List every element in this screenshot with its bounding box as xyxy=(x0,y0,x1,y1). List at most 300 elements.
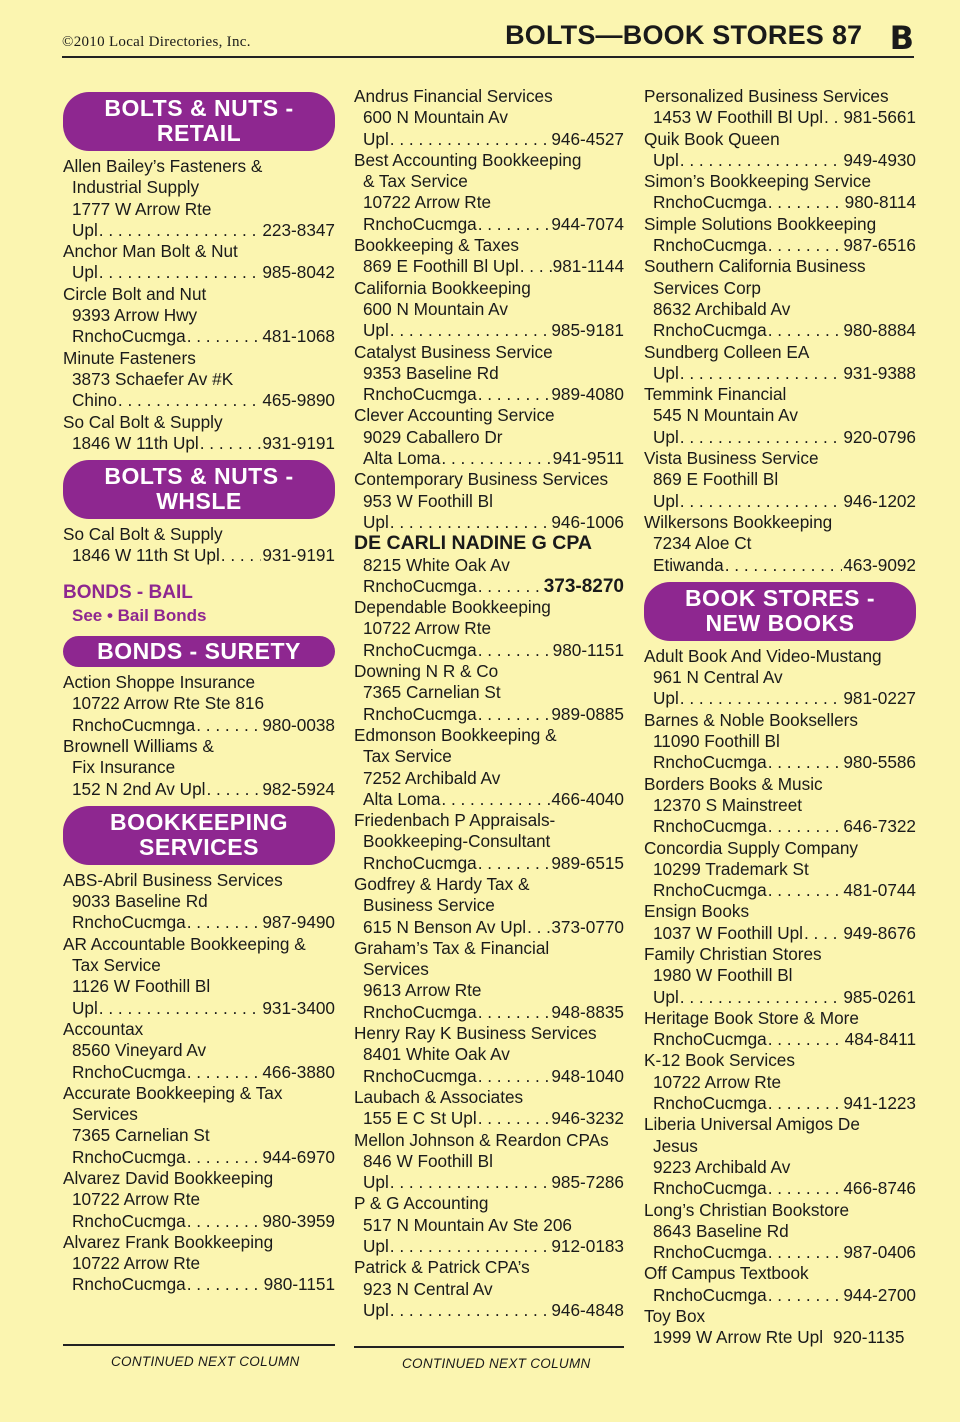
leader-dots xyxy=(478,704,551,725)
listing-entry xyxy=(354,278,624,342)
leader-dots xyxy=(768,816,843,837)
listing-name: ABS-Abril Business Services xyxy=(63,869,283,890)
listing-locality: Upl xyxy=(653,490,679,511)
listing-phone: 944-6970 xyxy=(262,1146,335,1167)
listing-entry xyxy=(354,86,624,150)
leader-dots xyxy=(768,320,843,341)
listing-phone: 944-7074 xyxy=(551,213,624,234)
listing-phone: 466-3880 xyxy=(262,1061,335,1082)
listing-phone-row xyxy=(644,688,916,709)
listing-phone-row xyxy=(63,912,335,933)
listing-name: Graham’s Tax & Financial xyxy=(354,937,550,958)
listing-address: 10722 Arrow Rte xyxy=(72,1253,201,1274)
leader-dots xyxy=(768,1093,843,1114)
listing-entry xyxy=(63,1083,335,1168)
listing-phone-row xyxy=(644,427,916,448)
leader-dots xyxy=(478,1066,551,1087)
listing-address: 11090 Foothill Bl xyxy=(653,731,780,752)
listing-phone: 946-4527 xyxy=(551,128,624,149)
listing-locality: RnchoCucmnga xyxy=(72,714,196,735)
listing-phone: 987-6516 xyxy=(843,235,916,256)
listing-address: Tax Service xyxy=(72,955,161,976)
listing-entry xyxy=(644,1008,916,1051)
listing-entry xyxy=(354,597,624,661)
leader-dots xyxy=(99,262,262,283)
listing-locality: RnchoCucmga xyxy=(653,1093,767,1114)
listing-locality: RnchoCucmga xyxy=(653,816,767,837)
listing-name: Downing N R & Co xyxy=(354,661,499,682)
listing-phone: 980-3959 xyxy=(262,1210,335,1231)
listing-phone: 465-9890 xyxy=(262,390,335,411)
leader-dots xyxy=(824,107,842,128)
listing-name: Clever Accounting Service xyxy=(354,405,555,426)
category-banner xyxy=(63,460,335,519)
listing-name: Simon’s Bookkeeping Service xyxy=(644,171,872,192)
listing-entry xyxy=(644,1050,916,1114)
listing-phone-row xyxy=(354,320,624,341)
listing-locality: 1846 W 11th Upl xyxy=(72,432,199,453)
listing-locality: RnchoCucmga xyxy=(363,575,477,596)
listing-phone: 987-9490 xyxy=(262,912,335,933)
listing-phone-row xyxy=(63,779,335,800)
column-2 xyxy=(354,86,624,1321)
listing-phone: 980-1151 xyxy=(263,1274,335,1295)
listing-name: Borders Books & Music xyxy=(644,773,823,794)
listing-entry xyxy=(644,448,916,512)
listing-locality: RnchoCucmga xyxy=(72,1146,186,1167)
listing-entry xyxy=(644,944,916,1008)
listing-locality: RnchoCucmga xyxy=(653,320,767,341)
listing-phone: 223-8347 xyxy=(262,219,335,240)
listing-locality: Upl xyxy=(653,426,679,447)
listing-phone-row xyxy=(644,923,916,944)
column-1 xyxy=(63,86,335,1296)
listing-name: Godfrey & Hardy Tax & xyxy=(354,873,530,894)
listing-name: California Bookkeeping xyxy=(354,277,531,298)
listing-entry xyxy=(644,86,916,129)
listing-phone-row xyxy=(63,326,335,347)
category-banner-line: RETAIL xyxy=(156,120,242,146)
listing-address: 1126 W Foothill Bl xyxy=(72,976,211,997)
leader-dots xyxy=(680,491,843,512)
leader-dots xyxy=(804,923,842,944)
listing-entry xyxy=(644,1114,916,1199)
category-banner xyxy=(63,806,335,865)
listing-locality: Upl xyxy=(363,1236,389,1257)
leader-dots xyxy=(768,1285,843,1306)
listing-address: 8632 Archibald Av xyxy=(653,298,791,319)
listing-address: 600 N Mountain Av xyxy=(363,298,508,319)
listing-phone-row xyxy=(354,512,624,533)
listing-phone: 981-1144 xyxy=(552,256,624,277)
listing-phone-row xyxy=(644,491,916,512)
listing-phone: 944-2700 xyxy=(843,1284,916,1305)
listing-phone-row xyxy=(354,1172,624,1193)
leader-dots xyxy=(390,1236,551,1257)
listing-entry xyxy=(354,469,624,533)
listing-locality: RnchoCucmga xyxy=(363,1065,477,1086)
listing-locality: RnchoCucmga xyxy=(653,1029,767,1050)
listing-phone-row xyxy=(63,220,335,241)
listing-address: Services Corp xyxy=(653,277,761,298)
listing-address: 8560 Vineyard Av xyxy=(72,1040,207,1061)
listing-name: Accountax xyxy=(63,1018,144,1039)
category-banner-line: BOOKKEEPING xyxy=(109,808,289,835)
listing-address: 9613 Arrow Rte xyxy=(363,980,482,1001)
category-banner-line: BOLTS & NUTS - xyxy=(104,463,294,490)
column-2-footer-rule xyxy=(354,1346,624,1348)
column-1-continued: CONTINUED NEXT COLUMN xyxy=(111,1354,300,1369)
listing-entry xyxy=(354,1023,624,1087)
listing-entry xyxy=(354,405,624,469)
listing-phone-row xyxy=(354,853,624,874)
listing-phone: 980-0038 xyxy=(262,714,335,735)
listing-address: 7365 Carnelian St xyxy=(363,682,501,703)
listing-name: Minute Fasteners xyxy=(63,347,196,368)
listing-address: 545 N Mountain Av xyxy=(653,405,798,426)
listing-phone-row xyxy=(354,640,624,661)
category-banner-line: BONDS - SURETY xyxy=(97,638,301,665)
category-banner xyxy=(644,582,916,641)
listing-entry xyxy=(354,874,624,938)
listing-address: 10722 Arrow Rte xyxy=(653,1071,782,1092)
listing-phone-row xyxy=(644,1285,916,1306)
leader-dots xyxy=(680,150,843,171)
listing-locality: RnchoCucmga xyxy=(363,213,477,234)
listing-name: Catalyst Business Service xyxy=(354,341,553,362)
listing-locality: Upl xyxy=(363,1172,389,1193)
listing-address: 8215 White Oak Av xyxy=(363,554,510,575)
listing-name: Andrus Financial Services xyxy=(354,86,553,106)
listing-address: 517 N Mountain Av Ste 206 xyxy=(363,1214,572,1235)
listing-name: Wilkersons Bookkeeping xyxy=(644,511,833,532)
listing-entry xyxy=(644,214,916,257)
category-banner-line: WHSLE xyxy=(156,488,242,515)
listing-entry xyxy=(644,1306,916,1349)
leader-dots xyxy=(196,715,261,736)
leader-dots xyxy=(390,1300,551,1321)
category-banner-line: BOLTS & NUTS - xyxy=(104,95,294,121)
leader-dots xyxy=(390,1172,551,1193)
listing-name: Accurate Bookkeeping & Tax xyxy=(63,1082,283,1103)
leader-dots xyxy=(768,1242,843,1263)
listing-locality: RnchoCucmga xyxy=(72,326,186,347)
listing-address: 9029 Caballero Dr xyxy=(363,426,503,447)
index-letter: B xyxy=(889,19,914,57)
listing-locality: Upl xyxy=(72,997,98,1018)
listing-name: Off Campus Textbook xyxy=(644,1263,809,1284)
listing-entry xyxy=(63,870,335,934)
listing-locality: Upl xyxy=(653,362,679,383)
listing-locality: RnchoCucmga xyxy=(653,235,767,256)
listing-phone-row xyxy=(644,1178,916,1199)
listing-phone-row xyxy=(354,448,624,469)
listing-entry xyxy=(63,1168,335,1232)
listing-name: Temmink Financial xyxy=(644,384,787,405)
listing-locality: Upl xyxy=(653,149,679,170)
listing-address: 923 N Central Av xyxy=(363,1278,493,1299)
listing-phone-row xyxy=(354,917,624,938)
listing-name: Liberia Universal Amigos De xyxy=(644,1114,860,1135)
leader-dots xyxy=(187,912,262,933)
category-heading: BONDS - BAIL xyxy=(63,581,193,603)
listing-entry xyxy=(644,512,916,576)
listing-name: Mellon Johnson & Reardon CPAs xyxy=(354,1129,609,1150)
listing-entry xyxy=(644,1263,916,1306)
listing-address: 10299 Trademark St xyxy=(653,858,809,879)
leader-dots xyxy=(118,390,261,411)
listing-entry xyxy=(354,810,624,874)
listing-entry xyxy=(63,241,335,284)
leader-dots xyxy=(768,752,843,773)
listing-name: Barnes & Noble Booksellers xyxy=(644,709,858,730)
listing-locality: 1999 W Arrow Rte Upl xyxy=(653,1327,824,1348)
listing-phone: 646-7322 xyxy=(843,816,916,837)
listing-locality: RnchoCucmga xyxy=(72,912,186,933)
listing-address: 10722 Arrow Rte xyxy=(363,618,492,639)
leader-dots xyxy=(390,129,551,150)
listing-phone: 980-8884 xyxy=(843,320,916,341)
listing-locality: RnchoCucmga xyxy=(653,1284,767,1305)
listing-phone: 980-1151 xyxy=(552,639,624,660)
category-banner-line: BOOK STORES - xyxy=(684,584,876,611)
listing-locality: 155 E C St Upl xyxy=(363,1108,477,1129)
listing-phone: 946-3232 xyxy=(551,1108,624,1129)
listing-phone-row xyxy=(354,789,624,810)
listing-address: Business Service xyxy=(363,895,495,916)
listing-address: 600 N Mountain Av xyxy=(363,107,508,128)
listing-name: Best Accounting Bookkeeping xyxy=(354,149,582,170)
listing-phone-row xyxy=(354,1066,624,1087)
listing-entry xyxy=(644,342,916,385)
leader-dots xyxy=(680,427,843,448)
listing-phone: 941-9511 xyxy=(552,448,624,469)
listing-entry xyxy=(63,1232,335,1296)
listing-address: 953 W Foothill Bl xyxy=(363,490,493,511)
listing-locality: Upl xyxy=(363,511,389,532)
listing-phone: 946-4848 xyxy=(551,1299,624,1320)
leader-dots xyxy=(200,433,262,454)
listing-locality: RnchoCucmga xyxy=(363,703,477,724)
leader-dots xyxy=(478,1108,551,1129)
listing-name: So Cal Bolt & Supply xyxy=(63,411,223,432)
listing-locality: Alta Loma xyxy=(363,788,441,809)
listing-entry xyxy=(354,725,624,810)
listing-locality: 152 N 2nd Av Upl xyxy=(72,778,206,799)
leader-dots xyxy=(520,256,552,277)
listing-phone-row xyxy=(63,998,335,1019)
listing-name: P & G Accounting xyxy=(354,1193,489,1214)
listing-address: 1777 W Arrow Rte xyxy=(72,198,212,219)
leader-dots xyxy=(725,555,843,576)
leader-dots xyxy=(680,987,843,1008)
listing-entry xyxy=(644,1200,916,1264)
listing-phone-row xyxy=(354,1108,624,1129)
listing-phone-row xyxy=(644,320,916,341)
listing-locality: 869 E Foothill Bl Upl xyxy=(363,256,519,277)
listing-entry xyxy=(354,661,624,725)
listing-phone-row xyxy=(63,1211,335,1232)
listing-address: 10722 Arrow Rte xyxy=(72,1189,201,1210)
listing-address: 12370 S Mainstreet xyxy=(653,794,803,815)
column-1-footer-rule xyxy=(63,1344,335,1346)
listing-phone-row xyxy=(354,704,624,725)
leader-dots xyxy=(221,545,262,566)
listing-name: Sundberg Colleen EA xyxy=(644,341,810,362)
listing-name: DE CARLI NADINE G CPA xyxy=(354,532,592,555)
listing-phone: 981-0227 xyxy=(843,688,916,709)
listing-name: K-12 Book Services xyxy=(644,1050,795,1071)
listing-name: Quik Book Queen xyxy=(644,128,780,149)
listing-phone-row xyxy=(644,1327,916,1348)
listing-phone-row xyxy=(63,1274,335,1295)
listing-phone-row xyxy=(354,214,624,235)
listing-phone: 373-0770 xyxy=(551,916,624,937)
listing-phone: 466-8746 xyxy=(843,1178,916,1199)
listing-locality: 615 N Benson Av Upl xyxy=(363,916,527,937)
listing-entry xyxy=(63,524,335,567)
listing-entry xyxy=(354,1257,624,1321)
leader-dots xyxy=(478,640,552,661)
leader-dots xyxy=(768,880,843,901)
section-title: BOLTS—BOOK STORES xyxy=(505,20,824,50)
leader-dots xyxy=(206,779,261,800)
listing-name: Brownell Williams & xyxy=(63,735,214,756)
listing-name: Edmonson Bookkeeping & xyxy=(354,724,557,745)
listing-phone: 980-5586 xyxy=(843,752,916,773)
listing-phone-row xyxy=(354,1002,624,1023)
leader-dots xyxy=(187,1147,262,1168)
listing-entry xyxy=(63,672,335,736)
listing-phone-row xyxy=(644,1242,916,1263)
listing-phone-row xyxy=(354,129,624,150)
column-2-continued: CONTINUED NEXT COLUMN xyxy=(402,1356,591,1371)
listing-entry xyxy=(354,342,624,406)
listing-phone: 481-1068 xyxy=(262,326,335,347)
listing-entry xyxy=(644,901,916,944)
listing-name: Action Shoppe Insurance xyxy=(63,672,256,693)
leader-dots xyxy=(478,214,551,235)
listing-locality: RnchoCucmga xyxy=(363,384,477,405)
category-banner xyxy=(63,92,335,151)
listing-locality: RnchoCucmga xyxy=(72,1210,186,1231)
listing-name: Anchor Man Bolt & Nut xyxy=(63,241,238,262)
listing-phone-row xyxy=(644,107,916,128)
copyright: ©2010 Local Directories, Inc. xyxy=(62,34,251,50)
listing-phone-row xyxy=(354,384,624,405)
listing-address: 9223 Archibald Av xyxy=(653,1156,791,1177)
listing-phone-row xyxy=(63,715,335,736)
leader-dots xyxy=(768,235,843,256)
listing-phone-row xyxy=(63,1062,335,1083)
listing-entry xyxy=(644,129,916,172)
listing-address: 3873 Schaefer Av #K xyxy=(72,368,234,389)
listing-locality: Upl xyxy=(363,128,389,149)
listing-entry xyxy=(354,150,624,235)
listing-entry xyxy=(354,533,624,597)
listing-locality: 1846 W 11th St Upl xyxy=(72,545,220,566)
listing-locality: RnchoCucmga xyxy=(363,852,477,873)
listing-phone-row xyxy=(644,816,916,837)
listing-entry xyxy=(644,710,916,774)
leader-dots xyxy=(99,998,262,1019)
listing-address: Industrial Supply xyxy=(72,177,200,198)
listing-phone: 985-7286 xyxy=(551,1172,624,1193)
listing-name: Alvarez Frank Bookkeeping xyxy=(63,1231,274,1252)
listing-name: Heritage Book Store & More xyxy=(644,1007,859,1028)
see-reference: See • Bail Bonds xyxy=(72,605,207,625)
listing-entry xyxy=(63,1019,335,1083)
listing-address: Services xyxy=(72,1104,138,1125)
listing-address: 7234 Aloe Ct xyxy=(653,533,752,554)
leader-dots xyxy=(441,789,550,810)
listing-name: Contemporary Business Services xyxy=(354,469,609,490)
listing-entry xyxy=(644,774,916,838)
listing-locality: Upl xyxy=(363,1299,389,1320)
listing-name: Simple Solutions Bookkeeping xyxy=(644,213,877,234)
listing-phone: 484-8411 xyxy=(844,1029,916,1050)
category-banner xyxy=(63,636,335,667)
leader-dots xyxy=(187,326,262,347)
listing-name: Friedenbach P Appraisals- xyxy=(354,810,556,831)
listing-address: 7252 Archibald Av xyxy=(363,767,501,788)
listing-locality: RnchoCucmga xyxy=(72,1274,186,1295)
leader-dots xyxy=(99,220,262,241)
listing-entry xyxy=(63,348,335,412)
listing-entry xyxy=(354,938,624,1023)
listing-phone: 985-8042 xyxy=(262,262,335,283)
listing-phone: 931-9191 xyxy=(262,432,335,453)
listing-address: Services xyxy=(363,959,429,980)
listing-name: Bookkeeping & Taxes xyxy=(354,235,519,256)
listing-phone-row xyxy=(354,576,624,597)
listing-locality: RnchoCucmga xyxy=(653,192,767,213)
category-banner-line: SERVICES xyxy=(139,833,259,860)
listing-entry xyxy=(644,256,916,341)
listing-locality: 1453 W Foothill Bl Upl xyxy=(653,107,824,128)
listing-entry xyxy=(63,156,335,241)
listing-phone: 931-9388 xyxy=(843,362,916,383)
listing-name: Personalized Business Services xyxy=(644,86,889,106)
listing-phone: 981-5661 xyxy=(843,107,916,128)
listing-name: Allen Bailey’s Fasteners & xyxy=(63,156,263,176)
listing-phone: 980-8114 xyxy=(844,192,916,213)
leader-dots xyxy=(478,384,551,405)
listing-phone: 481-0744 xyxy=(843,880,916,901)
listing-phone-row xyxy=(354,1300,624,1321)
listing-address: 7365 Carnelian St xyxy=(72,1125,210,1146)
listing-entry xyxy=(644,838,916,902)
listing-entry xyxy=(644,384,916,448)
listing-name: Adult Book And Video-Mustang xyxy=(644,645,882,666)
listing-address: Fix Insurance xyxy=(72,757,176,778)
listing-phone: 931-3400 xyxy=(262,997,335,1018)
listing-phone: 946-1202 xyxy=(843,490,916,511)
listing-phone: 982-5924 xyxy=(262,778,335,799)
listing-name: Patrick & Patrick CPA’s xyxy=(354,1257,530,1278)
listing-locality: Alta Loma xyxy=(363,448,441,469)
listing-address: 8401 White Oak Av xyxy=(363,1044,510,1065)
leader-dots xyxy=(680,688,843,709)
leader-dots xyxy=(390,512,551,533)
leader-dots xyxy=(680,363,843,384)
listing-phone: 463-9092 xyxy=(843,554,916,575)
listing-name: Long’s Christian Bookstore xyxy=(644,1199,850,1220)
listing-phone: 987-0406 xyxy=(843,1242,916,1263)
leader-dots xyxy=(390,320,551,341)
listing-name: Vista Business Service xyxy=(644,448,819,469)
leader-dots xyxy=(187,1062,262,1083)
